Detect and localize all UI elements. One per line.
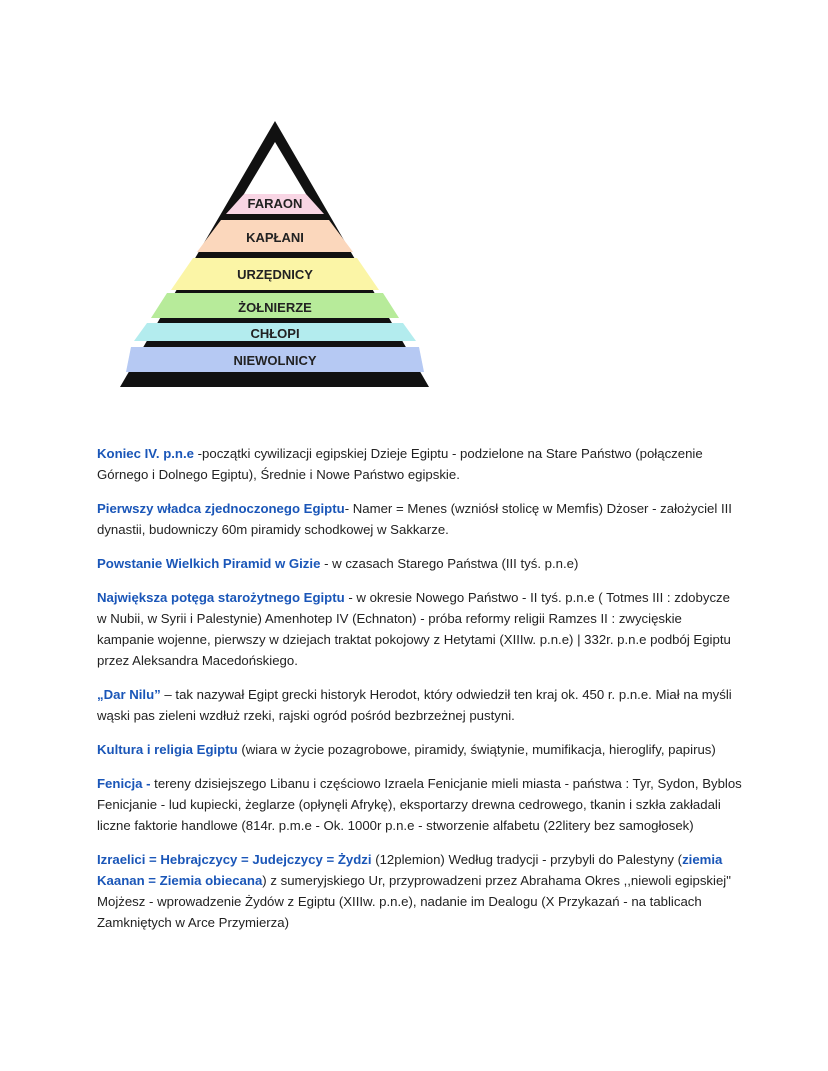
social-pyramid [118,118,432,390]
paragraph-koniec [97,443,742,485]
paragraph-piramidy [97,553,742,574]
paragraph-text: (12plemion) Według tradycji - przybyli do Palestyny ( [371,852,683,867]
paragraph-izraelici [97,849,742,933]
pyramid-label-faraon: FARAON [247,196,303,211]
paragraph-text: - Namer = Menes (wzniósł stolicę w Memfis) Dżoser - założyciel III dynastii, budowniczy 60m piramidy schodkowej w Sakkarze. [97,501,732,537]
pyramid-label-chlopi: CHŁOPI [250,326,300,341]
paragraph-kultura [97,739,742,760]
paragraph-heading: „Dar Nilu” [97,687,161,702]
paragraph-heading: Pierwszy władca zjednoczonego Egiptu [97,501,345,516]
pyramid-label-zolnierze: ŻOŁNIERZE [238,300,312,315]
pyramid-label-niewolnicy: NIEWOLNICY [233,353,317,368]
paragraph-fenicja [97,773,742,836]
document-body [97,443,742,946]
paragraph-highlight: ziemia Kaanan = Ziemia obiecana [97,852,723,888]
paragraph-potega [97,587,742,671]
paragraph-text: – tak nazywał Egipt grecki historyk Herodot, który odwiedził ten kraj ok. 450 r. p.n.e. Miał na myśli wąski pas zieleni wzdłuż rzeki, rajski ogród pośród bezbrzeżnej pustyni. [97,687,732,723]
paragraph-heading: Fenicja - [97,776,151,791]
pyramid-label-urzednicy: URZĘDNICY [237,267,313,282]
paragraph-text: ) z sumeryjskiego Ur, przyprowadzeni przez Abrahama Okres ,,niewoli egipskiej" Mojżesz - wprowadzenie Żydów z Egiptu (XIIIw. p.n.e), nadanie im Dealogu (X Przykazań - na tablicach Zamkniętych w Arce Przymierza) [97,873,731,930]
paragraph-text: tereny dzisiejszego Libanu i częściowo Izraela Fenicjanie mieli miasta - państwa : Tyr, Sydon, Byblos Fenicjanie - lud kupiecki, żeglarze (opłynęli Afrykę), eksportarzy drewna cedrowego, tkanin i szkła zakładali liczne faktorie handlowe (814r. p.m.e - Ok. 1000r p.n.e - stworzenie alfabetu (22litery bez samogłosek) [97,776,742,833]
pyramid-label-kaplani: KAPŁANI [246,230,304,245]
paragraph-heading: Powstanie Wielkich Piramid w Gizie [97,556,321,571]
paragraph-text: (wiara w życie pozagrobowe, piramidy, świątynie, mumifikacja, hieroglify, papirus) [237,742,716,757]
paragraph-text: -początki cywilizacji egipskiej Dzieje Egiptu - podzielone na Stare Państwo (połączenie Górnego i Dolnego Egiptu), Średnie i Nowe Państwo egipskie. [97,446,703,482]
paragraph-pierwszy-wladca [97,498,742,540]
paragraph-dar-nilu [97,684,742,726]
paragraph-text: - w okresie Nowego Państwo - II tyś. p.n.e ( Totmes III : zdobycze w Nubii, w Syrii i Palestynie) Amenhotep IV (Echnaton) - próba reformy religii Ramzes II : zwycięskie kampanie wojenne, pierwszy w dziejach traktat pokojowy z Hetytami (XIIIw. p.n.e) | 332r. p.n.e podbój Egiptu przez Aleksandra Macedońskiego. [97,590,731,668]
paragraph-heading: Największa potęga starożytnego Egiptu [97,590,345,605]
paragraph-heading: Koniec IV. p.n.e [97,446,194,461]
paragraph-heading: Kultura i religia Egiptu [97,742,238,757]
paragraph-heading: Izraelici = Hebrajczycy = Judejczycy = Żydzi [97,852,372,867]
paragraph-text: - w czasach Starego Państwa (III tyś. p.n.e) [320,556,579,571]
